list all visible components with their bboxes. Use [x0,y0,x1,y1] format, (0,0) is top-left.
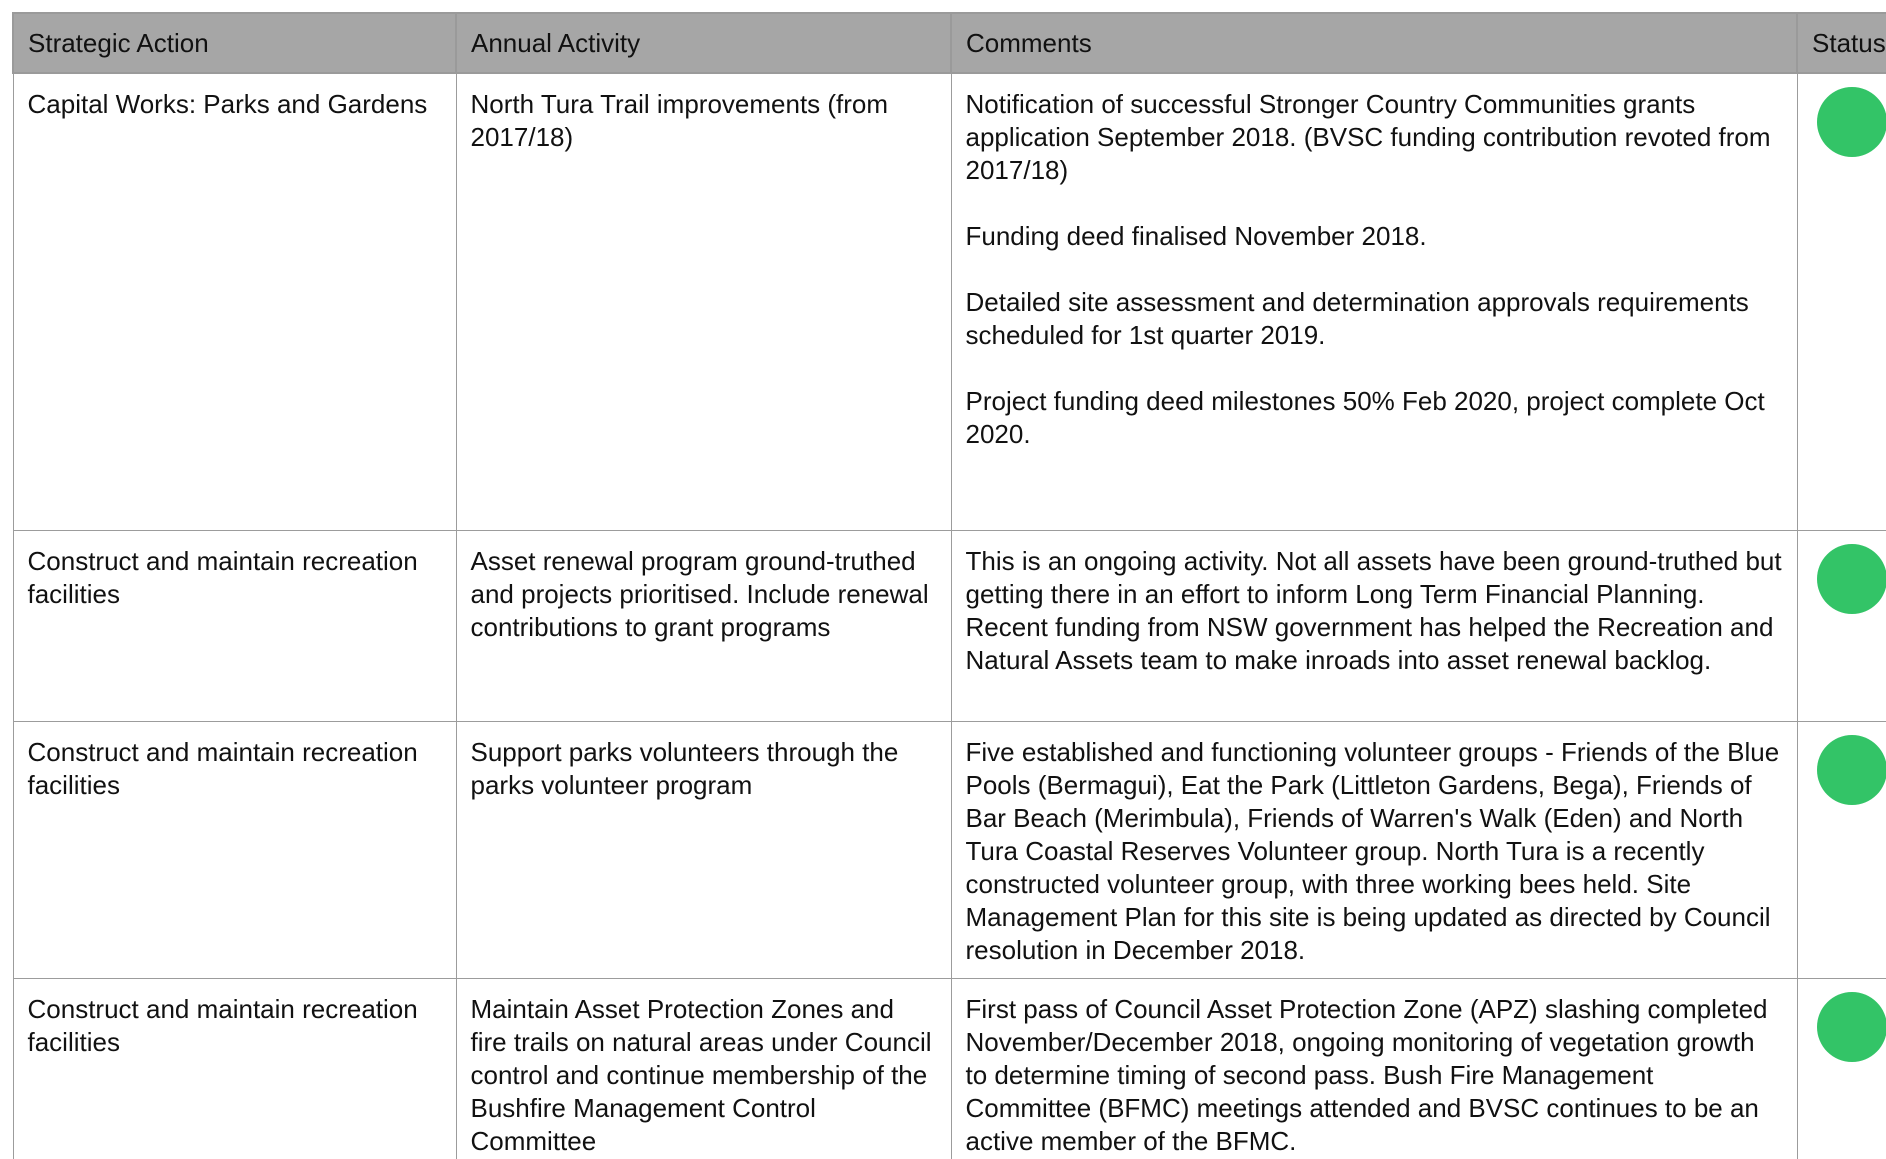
annual-activity-cell: Support parks volunteers through the parks volunteer program [456,722,951,979]
status-indicator-icon [1817,735,1886,805]
comment-paragraph: This is an ongoing activity. Not all assets have been ground-truthed but getting there in an effort to inform Long Term Financial Planning. Recent funding from NSW government has helped the Recreation and Natural Assets team to make inroads into asset renewal backlog. [965,546,1782,675]
header-row [13,13,1886,73]
table-row [13,531,1886,722]
strategic-action-cell: Capital Works: Parks and Gardens [13,73,456,531]
comment-paragraph: Detailed site assessment and determination approvals requirements scheduled for 1st quarter 2019. [965,287,1749,350]
comments-cell [951,531,1797,722]
header-status: Status [1797,13,1886,73]
strategic-action-cell: Construct and maintain recreation facilities [13,722,456,979]
status-cell [1797,531,1886,722]
comment-paragraph: Project funding deed milestones 50% Feb 2020, project complete Oct 2020. [965,386,1765,449]
comment-paragraph: First pass of Council Asset Protection Zone (APZ) slashing completed November/December 2018, ongoing monitoring of vegetation growth to determine timing of second pass. Bush Fire Management Committee (BFMC) meetings attended and BVSC continues to be an active member of the BFMC. [965,994,1768,1156]
header-strategic-action: Strategic Action [13,13,456,73]
comments-cell [951,979,1797,1159]
comments-cell [951,722,1797,979]
header-annual-activity: Annual Activity [456,13,951,73]
activity-status-table-container [12,12,1886,1159]
table-row [13,722,1886,979]
annual-activity-cell: Maintain Asset Protection Zones and fire trails on natural areas under Council control and continue membership of the Bushfire Management Control Committee [456,979,951,1159]
status-cell [1797,73,1886,531]
activity-status-table [12,12,1886,1159]
annual-activity-cell: Asset renewal program ground-truthed and projects prioritised. Include renewal contributions to grant programs [456,531,951,722]
table-row [13,979,1886,1159]
strategic-action-cell: Construct and maintain recreation facilities [13,531,456,722]
header-comments: Comments [951,13,1797,73]
status-indicator-icon [1817,544,1886,614]
comments-cell [951,73,1797,531]
annual-activity-cell: North Tura Trail improvements (from 2017/18) [456,73,951,531]
status-cell [1797,979,1886,1159]
comment-paragraph: Notification of successful Stronger Country Communities grants application September 2018. (BVSC funding contribution revoted from 2017/18) [965,89,1771,185]
status-indicator-icon [1817,87,1886,157]
comment-paragraph: Five established and functioning volunteer groups - Friends of the Blue Pools (Bermagui), Eat the Park (Littleton Gardens, Bega), Friends of Bar Beach (Merimbula), Friends of Warren's Walk (Eden) and North Tura Coastal Reserves Volunteer group. North Tura is a recently constructed volunteer group, with three working bees held. Site Management Plan for this site is being updated as directed by Council resolution in December 2018. [965,737,1780,965]
strategic-action-cell: Construct and maintain recreation facilities [13,979,456,1159]
table-row [13,73,1886,531]
comment-paragraph: Funding deed finalised November 2018. [965,221,1427,251]
status-indicator-icon [1817,992,1886,1062]
status-cell [1797,722,1886,979]
